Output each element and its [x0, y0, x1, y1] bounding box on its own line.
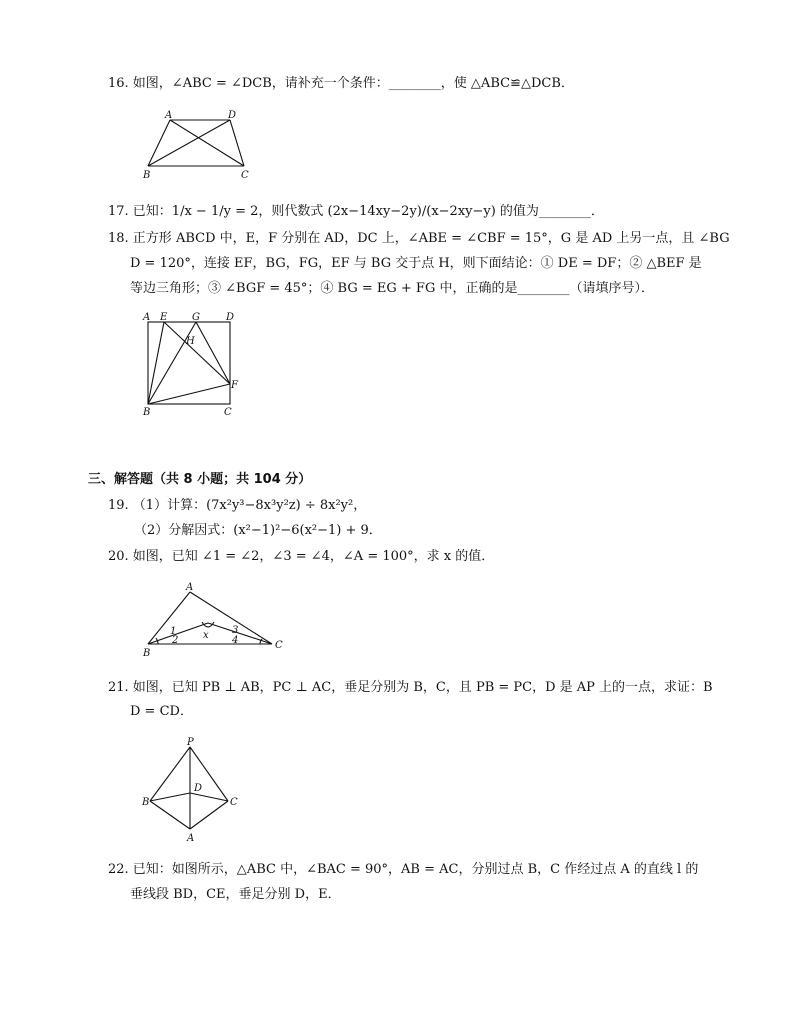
figure-16: [140, 108, 250, 181]
problem-16: 16. 如图，∠ABC = ∠DCB，请补充一个条件：________，使 △ABC≌△DCB．: [108, 76, 574, 91]
problem-21-line-1: 21. 如图，已知 PB ⊥ AB，PC ⊥ AC，垂足分别为 B，C，且 PB = PC，D 是 AP 上的一点，求证：B: [108, 680, 713, 695]
svg-text:C: C: [224, 407, 232, 418]
problem-18-line-3: 等边三角形；③ ∠BGF = 45°；④ BG = EG + FG 中，正确的是________（请填序号）．: [130, 281, 654, 296]
svg-text:x: x: [203, 630, 209, 641]
svg-text:4: 4: [232, 635, 239, 646]
svg-text:B: B: [142, 797, 150, 808]
svg-text:G: G: [192, 312, 200, 323]
svg-text:B: B: [143, 170, 151, 181]
svg-text:D: D: [226, 312, 235, 323]
svg-text:D: D: [228, 110, 237, 121]
figure-21: [140, 735, 250, 845]
svg-text:E: E: [160, 312, 168, 323]
svg-text:B: B: [143, 648, 151, 659]
problem-18-line-2: D = 120°，连接 EF，BG，FG，EF 与 BG 交于点 H，则下面结论：① DE = DF；② △BEF 是: [130, 256, 702, 271]
svg-text:A: A: [186, 582, 194, 593]
svg-text:2: 2: [172, 635, 179, 646]
svg-text:P: P: [187, 737, 194, 748]
svg-text:F: F: [231, 380, 238, 391]
svg-text:C: C: [275, 640, 283, 651]
problem-18-line-1: 18. 正方形 ABCD 中，E，F 分别在 AD，DC 上，∠ABE = ∠CBF = 15°，G 是 AD 上另一点，且 ∠BG: [108, 231, 730, 246]
svg-text:1: 1: [170, 626, 177, 637]
svg-text:D: D: [194, 783, 203, 794]
section-heading: 三、解答题（共 8 小题；共 104 分）: [88, 472, 312, 487]
svg-text:A: A: [143, 312, 151, 323]
svg-text:A: A: [165, 110, 173, 121]
problem-19-part-1: 19. （1）计算：(7x²y³−8x³y²z) ÷ 8x²y²，: [108, 498, 367, 513]
figure-20: [140, 580, 290, 660]
figure-18: [140, 310, 250, 425]
svg-text:C: C: [230, 797, 238, 808]
problem-19-part-2: （2）分解因式：(x²−1)²−6(x²−1) + 9．: [134, 523, 382, 538]
problem-21-line-2: D = CD．: [130, 704, 193, 719]
problem-22-line-2: 垂线段 BD，CE，垂足分别 D，E．: [130, 887, 341, 902]
problem-22-line-1: 22. 已知：如图所示，△ABC 中，∠BAC = 90°，AB = AC，分别过点 B，C 作经过点 A 的直线 l 的: [108, 862, 699, 877]
problem-17: 17. 已知：1/x − 1/y = 2，则代数式 (2x−14xy−2y)/(x−2xy−y) 的值为________．: [108, 204, 604, 219]
svg-text:A: A: [187, 833, 195, 844]
svg-text:C: C: [241, 170, 249, 181]
svg-text:B: B: [143, 407, 151, 418]
svg-text:3: 3: [232, 625, 239, 636]
svg-text:H: H: [186, 336, 195, 347]
problem-20: 20. 如图，已知 ∠1 = ∠2，∠3 = ∠4，∠A = 100°，求 x 的值．: [108, 549, 495, 564]
